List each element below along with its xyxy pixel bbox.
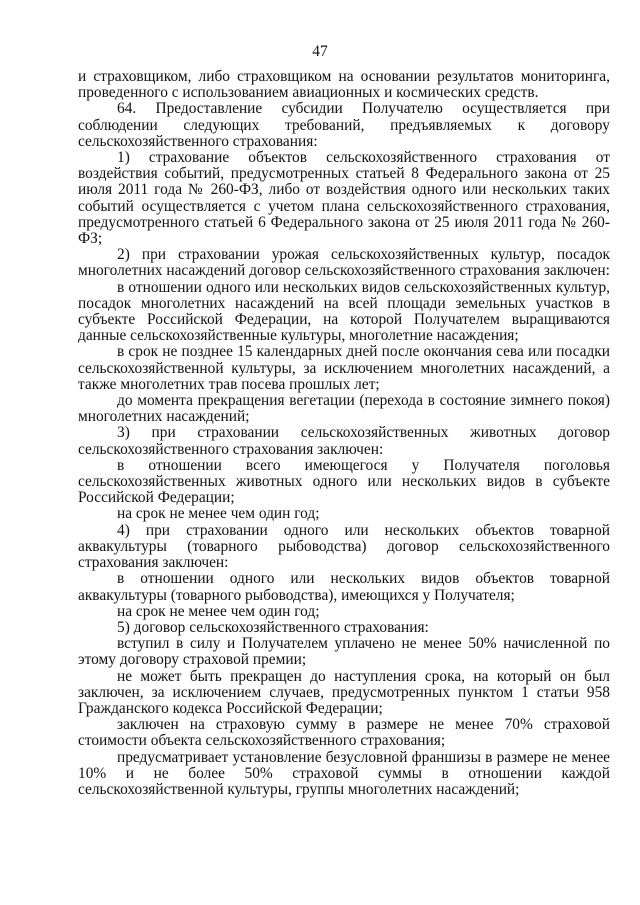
page-number: 47 [312, 43, 328, 60]
paragraph-item-3-sub-2: на срок не менее чем один год; [117, 505, 320, 523]
paragraph-item-2-sub-2: в срок не позднее 15 календарных дней после окончания сева или посадки сельскохозяйственной культуры, за исключением многолетних насаждений, а также многолетних трав посева прошлых лет; [78, 343, 610, 393]
paragraph-item-5-sub-2: не может быть прекращен до наступления срока, на который он был заключен, за исключением случаев, предусмотренных пунктом 1 статьи 958 Гражданского кодекса Российской Федерации; [78, 667, 610, 717]
paragraph-item-1: 1) страхование объектов сельскохозяйственного страхования от воздействия событий, предусмотренных статьей 8 Федерального закона от 25 июля 2011 года № 260-ФЗ, либо от воздействия одного или нескольких таких событий осуществляется с учетом плана сельскохозяйственного страхования, предусмотренного статьей 6 Федерального закона от 25 июля 2011 года № 260-ФЗ; [78, 149, 610, 248]
paragraph-item-2-sub-3: до момента прекращения вегетации (перехода в состояние зимнего покоя) многолетних насаждений; [78, 392, 610, 426]
paragraph-item-4-sub-1: в отношении одного или нескольких видов объектов товарной аквакультуры (товарного рыбоводства), имеющихся у Получателя; [78, 570, 610, 604]
paragraph-item-5-sub-3: заключен на страховую сумму в размере не менее 70% страховой стоимости объекта сельскохозяйственного страхования; [78, 716, 610, 750]
paragraph-item-5-sub-4: предусматривает установление безусловной франшизы в размере не менее 10% и не более 50% страховой суммы в отношении каждой сельскохозяйственной культуры, группы многолетних насаждений; [78, 748, 610, 798]
paragraph-item-3-sub-1: в отношении всего имеющегося у Получателя поголовья сельскохозяйственных животных одного или нескольких видов в субъекте Российской Федерации; [78, 456, 610, 507]
document-body [78, 69, 610, 798]
paragraph-item-2: 2) при страховании урожая сельскохозяйственных культур, посадок многолетних насаждений договор сельскохозяйственного страхования заключен: [78, 246, 610, 280]
paragraph-item-4-sub-2: на срок не менее чем один год; [117, 602, 320, 620]
paragraph-clause-64: 64. Предоставление субсидии Получателю осуществляется при соблюдении следующих требований, предъявляемых к договору сельскохозяйственного страхования: [78, 100, 610, 150]
paragraph-continuation: и страховщиком, либо страховщиком на основании результатов мониторинга, проведенного с использованием авиационных и космических средств. [78, 68, 610, 102]
paragraph-item-2-sub-1: в отношении одного или нескольких видов сельскохозяйственных культур, посадок многолетних насаждений на всей площади земельных участков в субъекте Российской Федерации, на которой Получателем выращиваются данные сельскохозяйственные культуры, многолетние насаждения; [78, 278, 610, 345]
paragraph-item-4: 4) при страховании одного или нескольких объектов товарной аквакультуры (товарного рыбоводства) договор сельскохозяйственного страхования заключен: [78, 521, 610, 572]
paragraph-item-5-sub-1: вступил в силу и Получателем уплачено не менее 50% начисленной по этому договору страховой премии; [78, 635, 610, 669]
paragraph-item-3: 3) при страховании сельскохозяйственных животных договор сельскохозяйственного страхования заключен: [78, 424, 610, 458]
paragraph-item-5: 5) договор сельскохозяйственного страхования: [117, 618, 429, 636]
